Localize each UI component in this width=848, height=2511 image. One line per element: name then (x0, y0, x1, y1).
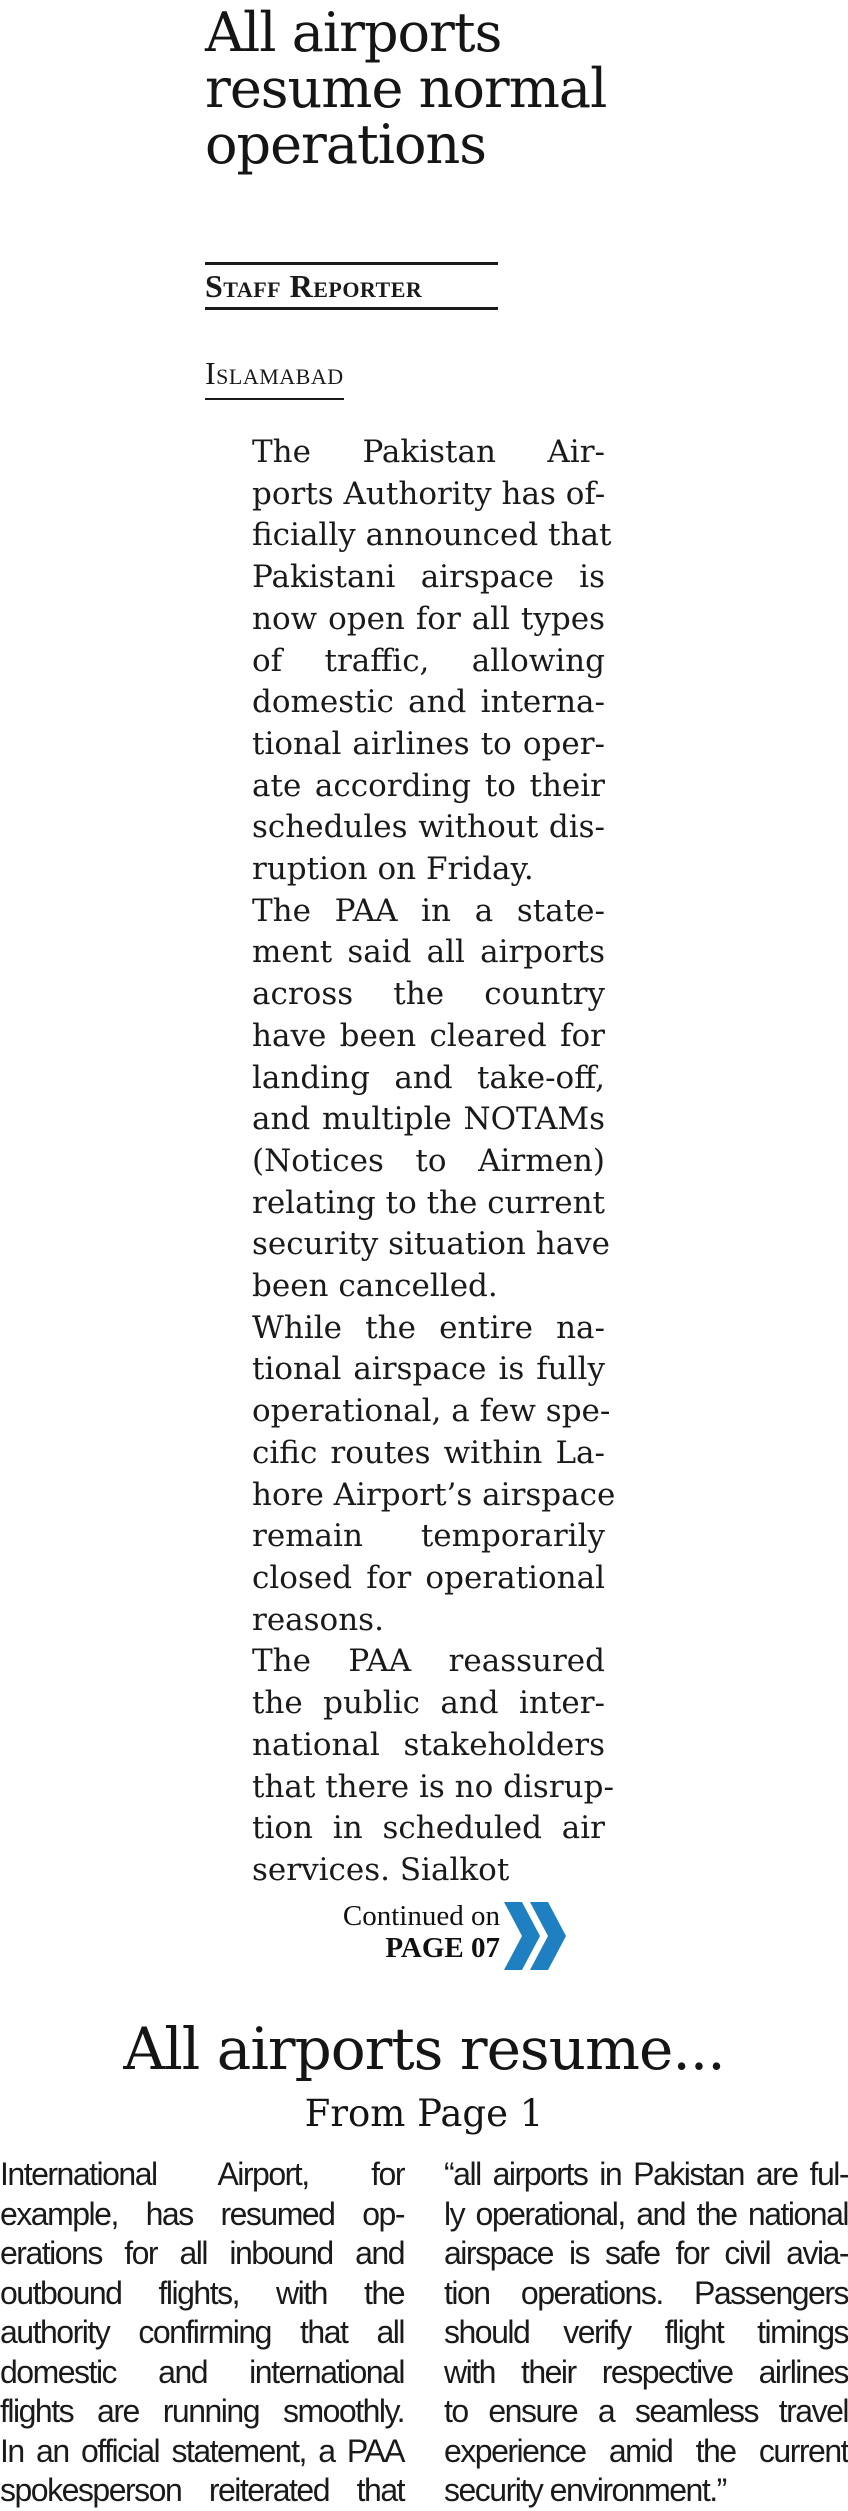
paragraph (205, 891, 611, 1308)
text-line: tion in scheduled air (252, 1810, 605, 1847)
text-line: and multiple NOTAMs (252, 1101, 605, 1138)
text-line: (Notices to Airmen) (252, 1142, 605, 1179)
text-line: spokesperson reiterated that (0, 2472, 404, 2508)
text-line: been cancelled. (252, 1268, 498, 1305)
text-line: security situation have (252, 1226, 611, 1263)
text-line: that there is no disrup- (252, 1768, 614, 1805)
headline-line: resume normal (205, 57, 607, 120)
text-line: remain temporarily (252, 1518, 605, 1555)
headline (205, 1, 645, 176)
text-line: “all airports in Pakistan are ful- (444, 2156, 848, 2192)
text-line: ruption on Friday. (252, 851, 534, 888)
text-line: ports Authority has of- (252, 475, 606, 512)
jump-column-left (0, 2155, 404, 2511)
text-line: operational, a few spe- (252, 1393, 611, 1430)
text-line: experience amid the current (444, 2432, 848, 2469)
text-line: The Pakistan Air- (252, 434, 605, 470)
text-line: closed for operational (252, 1559, 605, 1596)
text-line: hore Airport’s airspace (252, 1476, 616, 1513)
text-line: Pakistani airspace is (252, 559, 605, 596)
text-line: ficially announced that (252, 517, 612, 554)
text-line: security environment.” (444, 2472, 726, 2508)
text-line: tional airspace is fully (252, 1351, 605, 1388)
text-line: While the entire na- (252, 1309, 605, 1346)
headline-line: All airports (205, 1, 502, 64)
text-line: have been cleared for (252, 1017, 605, 1054)
text-line: with their respective airlines (444, 2353, 848, 2390)
text-line: flights are running smoothly. (0, 2393, 404, 2429)
text-line: of traffic, allowing (252, 642, 605, 679)
text-line: ate according to their (252, 767, 605, 804)
text-line: schedules without dis- (252, 809, 605, 846)
paragraph (205, 1641, 614, 1891)
headline-line: operations (205, 113, 487, 176)
paragraph (205, 432, 612, 891)
text-line: landing and take-off, (252, 1059, 605, 1096)
text-line: tion operations. Passengers (444, 2274, 848, 2311)
text-line: relating to the current (252, 1184, 605, 1221)
text-line: services. Sialkot (252, 1851, 510, 1888)
text-line: International Airport, for (0, 2156, 404, 2192)
text-line: to ensure a seamless travel (444, 2393, 848, 2429)
continued-label: Continued on (342, 1900, 500, 1932)
text-line: ly operational, and the national (444, 2195, 848, 2232)
jump-subhead: From Page 1 (304, 2092, 544, 2135)
text-line: domestic and interna- (252, 684, 605, 721)
text-line: the public and inter- (252, 1685, 605, 1722)
article-body (205, 432, 616, 1892)
text-line: erations for all inbound and (0, 2235, 404, 2271)
jump-column-right (444, 2155, 848, 2511)
text-line: domestic and international (0, 2353, 404, 2390)
text-line: airspace is safe for civil avia- (444, 2235, 848, 2271)
text-line: reasons. (252, 1601, 384, 1638)
text-line: example, has resumed op- (0, 2195, 404, 2232)
text-line: across the country (252, 976, 605, 1013)
text-line: now open for all types (252, 600, 605, 637)
byline: Staff Reporter (205, 262, 498, 310)
text-line: tional airlines to oper- (252, 725, 605, 762)
continued-marker[interactable] (300, 1900, 500, 1964)
text-line: national stakeholders (252, 1726, 605, 1763)
jump-headline: All airports resume... (123, 2015, 725, 2083)
text-line: cific routes within La- (252, 1434, 605, 1471)
double-chevron-right-icon (500, 1900, 570, 1972)
dateline: Islamabad (205, 350, 344, 400)
text-line: In an official statement, a PAA (0, 2432, 404, 2469)
text-line: should verify flight timings (444, 2314, 848, 2350)
text-line: The PAA in a state- (252, 892, 605, 929)
continued-page[interactable]: PAGE 07 (385, 1932, 500, 1964)
text-line: authority confirming that all (0, 2314, 404, 2350)
text-line: ment said all airports (252, 934, 605, 971)
text-line: outbound flights, with the (0, 2274, 404, 2311)
text-line: The PAA reassured (252, 1643, 605, 1680)
paragraph (205, 1308, 616, 1642)
